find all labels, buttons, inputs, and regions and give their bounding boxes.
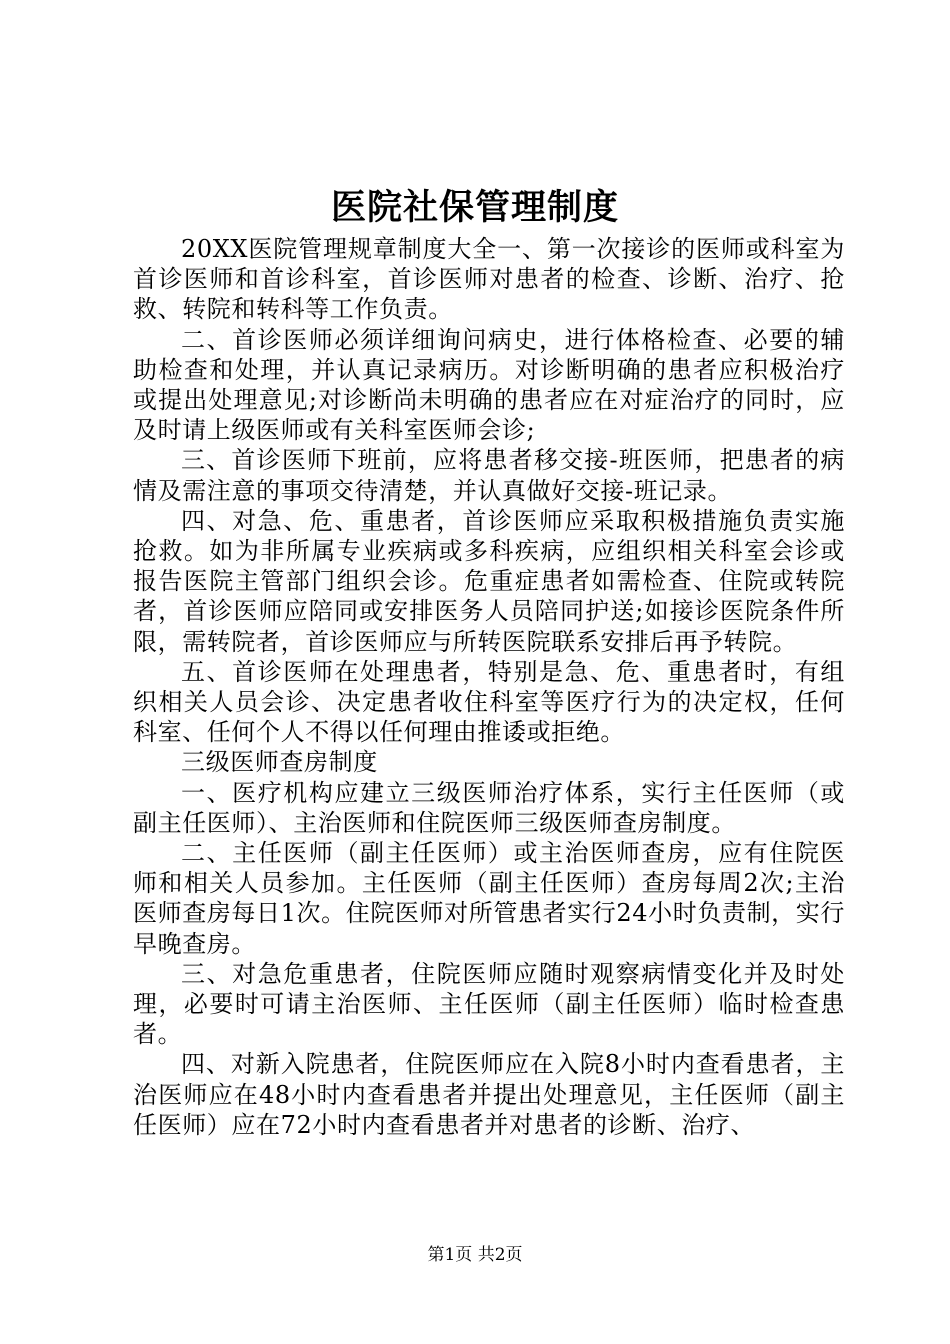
paragraph-5: 五、首诊医师在处理患者，特别是急、危、重患者时，有组织相关人员会诊、决定患者收住科室等医疗行为的决定权，任何科室、任何个人不得以任何理由推诿或拒绝。 — [133, 657, 845, 747]
paragraph-4: 四、对急、危、重患者，首诊医师应采取积极措施负责实施抢救。如为非所属专业疾病或多科疾病，应组织相关科室会诊或报告医院主管部门组织会诊。危重症患者如需检查、住院或转院者，首诊医师应陪同或安排医务人员陪同护送;如接诊医院条件所限，需转院者，首诊医师应与所转医院联系安排后再予转院。 — [133, 506, 845, 656]
paragraph-9: 四、对新入院患者，住院医师应在入院8小时内查看患者，主治医师应在48小时内查看患者并提出处理意见，主任医师（副主任医师）应在72小时内查看患者并对患者的诊断、治疗、 — [133, 1050, 845, 1139]
paragraph-3: 三、首诊医师下班前，应将患者移交接-班医师，把患者的病情及需注意的事项交待清楚，并认真做好交接-班记录。 — [133, 446, 845, 505]
document-body — [133, 234, 845, 1140]
document-title: 医院社保管理制度 — [330, 187, 619, 228]
paragraph-7: 二、主任医师（副主任医师）或主治医师查房，应有住院医师和相关人员参加。主任医师（副主任医师）查房每周2次;主治医师查房每日1次。住院医师对所管患者实行24小时负责制，实行早晚查房。 — [133, 839, 845, 958]
section-heading: 三级医师查房制度 — [181, 748, 378, 777]
paragraph-1: 20XX医院管理规章制度大全一、第一次接诊的医师或科室为首诊医师和首诊科室，首诊医师对患者的检查、诊断、治疗、抢救、转院和转科等工作负责。 — [133, 235, 845, 324]
page-footer: 第1页 共2页 — [427, 1245, 523, 1265]
paragraph-2: 二、首诊医师必须详细询问病史，进行体格检查、必要的辅助检查和处理，并认真记录病历。对诊断明确的患者应积极治疗或提出处理意见;对诊断尚未明确的患者应在对症治疗的同时，应及时请上级医师或有关科室医师会诊; — [133, 325, 845, 445]
paragraph-6: 一、医疗机构应建立三级医师治疗体系，实行主任医师（或副主任医师）、主治医师和住院医师三级医师查房制度。 — [133, 778, 845, 837]
paragraph-8: 三、对急危重患者，住院医师应随时观察病情变化并及时处理，必要时可请主治医师、主任医师（副主任医师）临时检查患者。 — [133, 959, 845, 1049]
